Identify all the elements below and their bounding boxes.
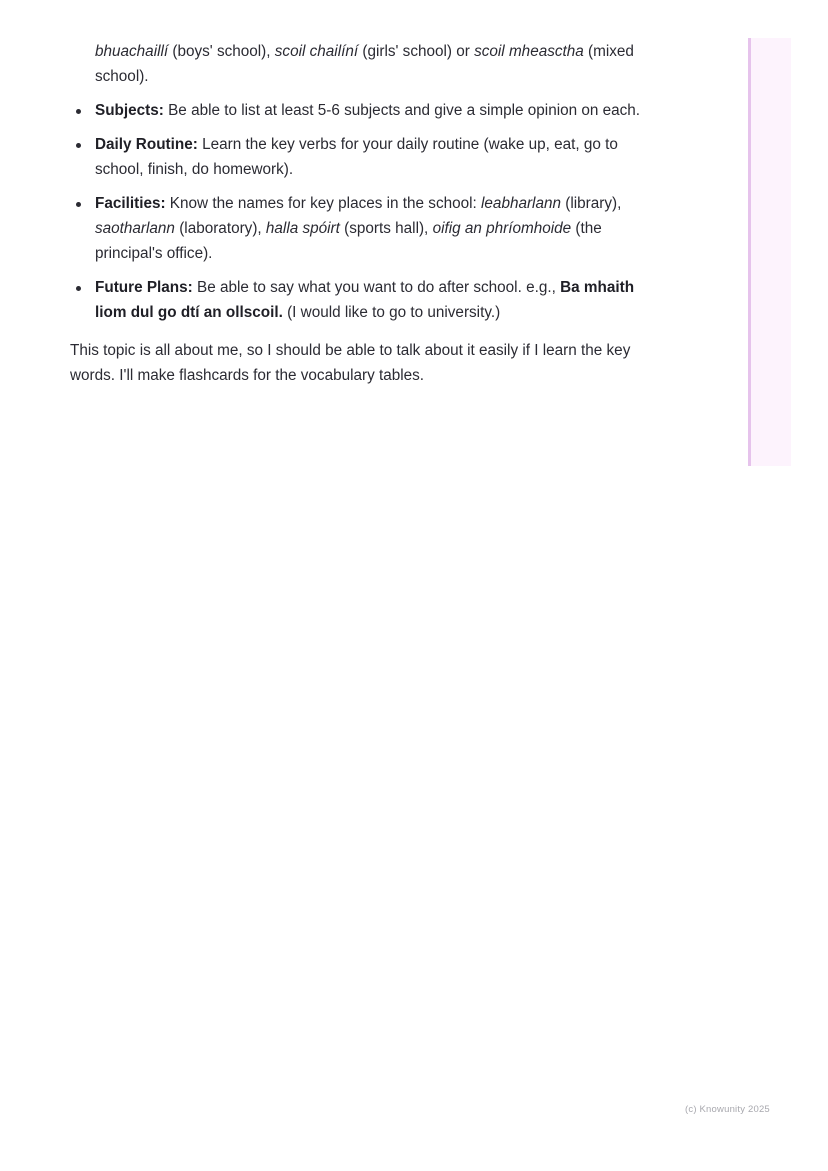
item-label: Subjects: xyxy=(95,102,164,119)
item-label: Future Plans: xyxy=(95,279,193,296)
item-label: Daily Routine: xyxy=(95,136,198,153)
text-span: (library), xyxy=(560,195,622,212)
list-item-daily-routine xyxy=(70,132,650,182)
bullet-icon xyxy=(76,143,81,148)
closing-paragraph: This topic is all about me, so I should be able to talk about it easily if I learn the key words. I'll make flashcards for the vocabulary tables. xyxy=(70,342,631,384)
text-span: Know the names for key places in the school: xyxy=(165,195,482,212)
text-span: (I would like to go to university.) xyxy=(282,304,501,321)
text-span: (laboratory), xyxy=(174,220,266,237)
term-laboratory: saotharlann xyxy=(95,220,175,237)
list-item-subjects xyxy=(70,98,650,123)
text-span: Be able to say what you want to do after school. e.g., xyxy=(192,279,561,296)
text-span: (sports hall), xyxy=(339,220,433,237)
side-panel-decoration xyxy=(748,38,791,466)
item-label: Facilities: xyxy=(95,195,166,212)
text-span: (the principal's office). xyxy=(95,220,602,262)
term-boys-school: bhuachaillí xyxy=(95,43,169,60)
text-span: (mixed school). xyxy=(95,43,634,85)
text-span: (girls' school) or xyxy=(358,43,475,60)
item-text: Learn the key verbs for your daily routine (wake up, eat, go to school, finish, do homework). xyxy=(95,136,618,178)
bullet-icon xyxy=(76,286,81,291)
term-girls-school: scoil chailíní xyxy=(274,43,359,60)
list-item-facilities xyxy=(70,191,650,266)
footer-copyright: (c) Knowunity 2025 xyxy=(685,1104,770,1115)
term-library: leabharlann xyxy=(481,195,561,212)
list-item-future-plans xyxy=(70,275,650,325)
term-sports-hall: halla spóirt xyxy=(265,220,340,237)
bullet-icon xyxy=(76,109,81,114)
term-mixed-school: scoil mheasctha xyxy=(474,43,584,60)
continued-paragraph xyxy=(95,39,650,89)
document-body xyxy=(70,39,650,388)
term-principals-office: oifig an phríomhoide xyxy=(432,220,572,237)
item-text: Be able to list at least 5-6 subjects and give a simple opinion on each. xyxy=(163,102,641,119)
bullet-icon xyxy=(76,202,81,207)
text-span: (boys' school), xyxy=(168,43,275,60)
tips-list xyxy=(70,98,650,325)
example-phrase: Ba mhaith liom dul go dtí an ollscoil. xyxy=(95,279,635,321)
